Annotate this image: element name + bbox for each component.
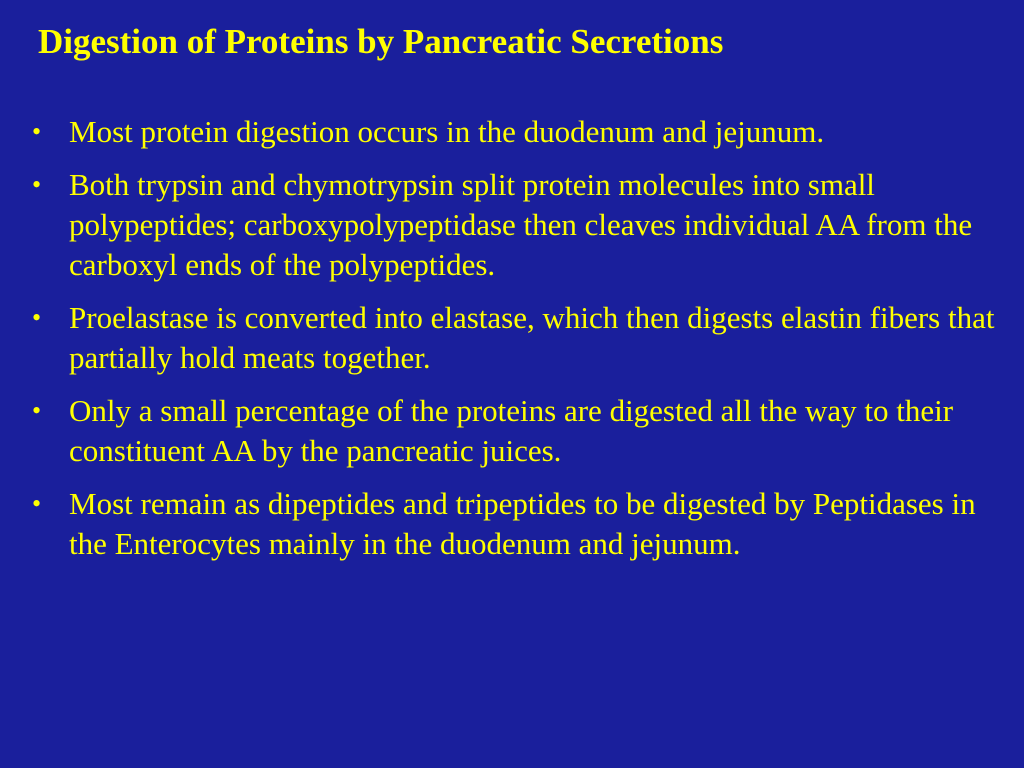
bullet-item: [32, 165, 1007, 285]
bullet-icon: •: [32, 396, 42, 425]
bullet-icon: •: [32, 303, 42, 332]
bullet-text: Both trypsin and chymotrypsin split protein molecules into small polypeptides; carboxypolypeptidase then cleaves individual AA from the carboxyl ends of the polypeptides.: [69, 167, 973, 282]
bullet-text: Proelastase is converted into elastase, which then digests elastin fibers that partially hold meats together.: [69, 300, 995, 375]
bullet-text: Most protein digestion occurs in the duodenum and jejunum.: [69, 114, 825, 149]
bullet-item: [32, 298, 1007, 378]
bullet-text: Most remain as dipeptides and tripeptides to be digested by Peptidases in the Enterocytes mainly in the duodenum and jejunum.: [69, 486, 976, 561]
bullet-text: Only a small percentage of the proteins are digested all the way to their constituent AA by the pancreatic juices.: [69, 393, 954, 468]
slide-title: Digestion of Proteins by Pancreatic Secretions: [38, 22, 724, 61]
bullet-item: [32, 112, 1007, 152]
bullet-icon: •: [32, 117, 42, 146]
bullet-item: [32, 391, 1007, 471]
bullet-icon: •: [32, 170, 42, 199]
bullet-list: [32, 112, 1007, 577]
bullet-item: [32, 484, 1007, 564]
bullet-icon: •: [32, 489, 42, 518]
